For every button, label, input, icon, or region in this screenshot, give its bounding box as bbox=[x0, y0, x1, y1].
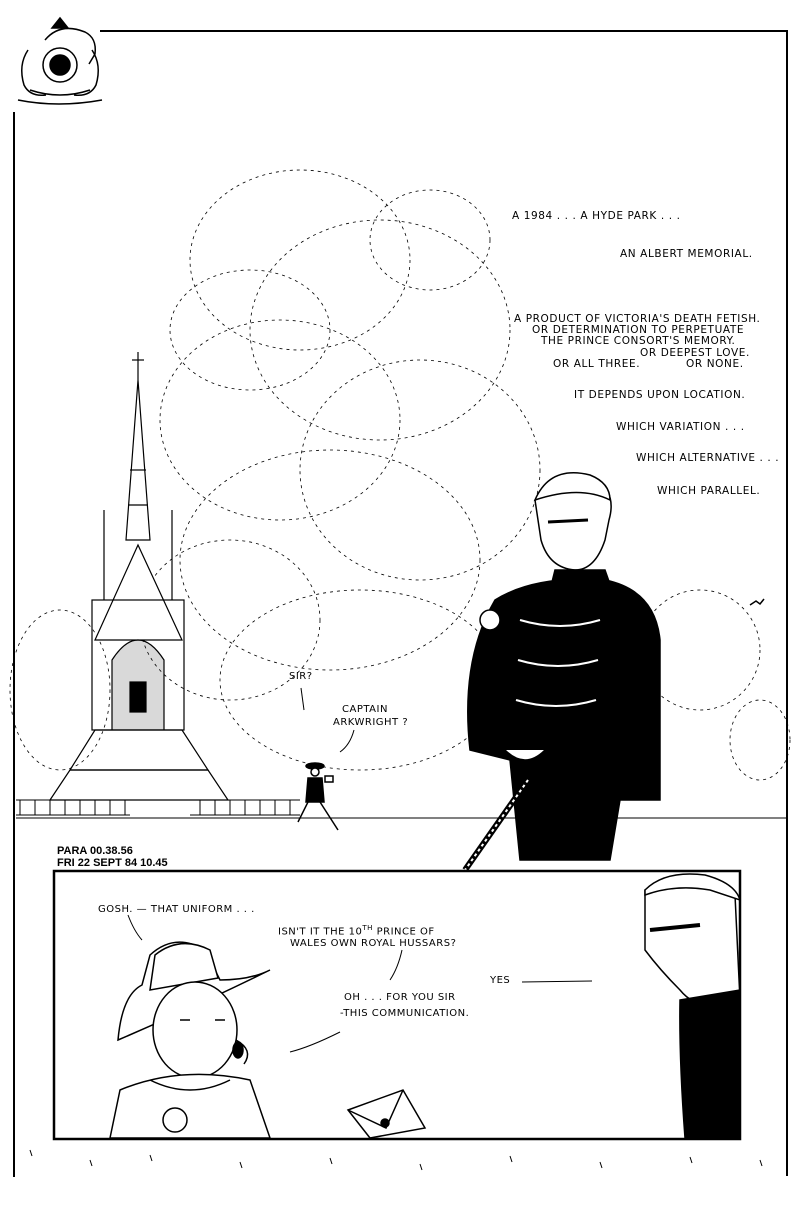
timestamp-line2: FRI 22 SEPT 84 10.45 bbox=[57, 857, 168, 869]
hussar-officer-figure bbox=[465, 473, 660, 870]
narration-line: A PRODUCT OF VICTORIA'S DEATH FETISH. bbox=[514, 313, 761, 325]
narration-line: WHICH PARALLEL. bbox=[657, 485, 761, 497]
speech-oh-line2: -THIS COMMUNICATION. bbox=[340, 1008, 470, 1019]
bird-icon bbox=[750, 599, 764, 605]
narration-line: A 1984 . . . A HYDE PARK . . . bbox=[512, 210, 681, 222]
speech-sir: SIR? bbox=[289, 671, 313, 682]
narration-line: WHICH VARIATION . . . bbox=[616, 421, 745, 433]
running-scout-figure bbox=[298, 763, 338, 830]
speech-isnt-it-part2: PRINCE OF bbox=[372, 926, 435, 938]
speech-isnt-it-part1: ISN'T IT THE 10 bbox=[278, 926, 363, 938]
speech-oh-line1: OH . . . FOR YOU SIR bbox=[344, 992, 456, 1003]
speech-yes: YES bbox=[490, 975, 511, 986]
timestamp-line1: PARA 00.38.56 bbox=[57, 845, 133, 857]
narration-line: OR ALL THREE. bbox=[553, 358, 641, 370]
speech-isnt-it bbox=[278, 922, 435, 938]
narration-line: AN ALBERT MEMORIAL. bbox=[620, 248, 753, 260]
narration-line: IT DEPENDS UPON LOCATION. bbox=[574, 389, 746, 401]
speech-gosh: GOSH. — THAT UNIFORM . . . bbox=[98, 904, 255, 915]
park-railings bbox=[16, 800, 786, 818]
speech-isnt-it-superscript: TH bbox=[362, 924, 373, 932]
narration-line: OR DEEPEST LOVE. bbox=[640, 347, 750, 359]
narration-line: THE PRINCE CONSORT'S MEMORY. bbox=[541, 335, 736, 347]
speech-captain-line2: ARKWRIGHT ? bbox=[333, 717, 409, 728]
narration-line: OR NONE. bbox=[686, 358, 744, 370]
narration-line: OR DETERMINATION TO PERPETUATE bbox=[532, 324, 745, 336]
albert-memorial bbox=[50, 352, 228, 800]
narration-line: WHICH ALTERNATIVE . . . bbox=[636, 452, 780, 464]
speech-isnt-it-line2: WALES OWN ROYAL HUSSARS? bbox=[290, 938, 457, 949]
speech-captain-line1: CAPTAIN bbox=[342, 704, 388, 715]
ground-stipple bbox=[30, 1150, 762, 1170]
royal-coat-of-arms-icon bbox=[18, 18, 102, 104]
